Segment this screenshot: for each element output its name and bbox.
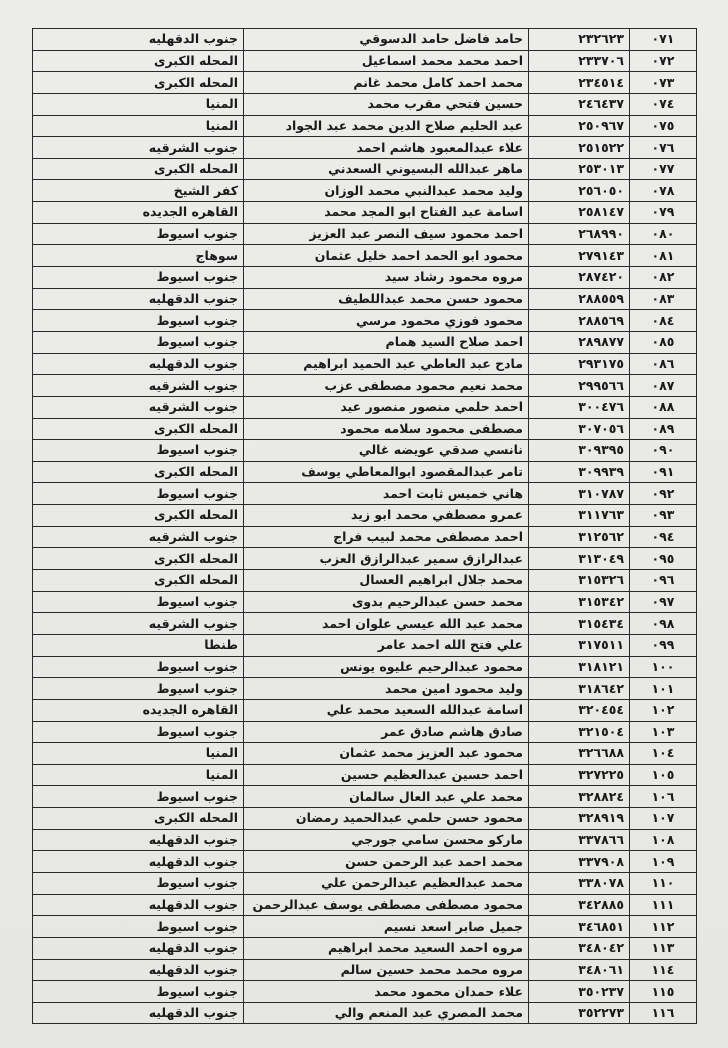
name-cell: تامر عبدالمقصود ابوالمعاطي يوسف — [244, 461, 529, 483]
code-cell: ٢٦٨٩٩٠ — [529, 223, 630, 245]
table-row — [33, 93, 697, 115]
name-cell: نانسي صدقي عويضه غالي — [244, 440, 529, 462]
name-cell: محمود مصطفى مصطفى يوسف عبدالرحمن — [244, 894, 529, 916]
row-number-cell: ٠٩٨ — [630, 613, 697, 635]
row-number-cell: ٠٨٧ — [630, 375, 697, 397]
table-row — [33, 678, 697, 700]
table-row — [33, 872, 697, 894]
code-cell: ٢٥٦٠٥٠ — [529, 180, 630, 202]
name-cell: محمد عبد الله عيسي علوان احمد — [244, 613, 529, 635]
table-row — [33, 331, 697, 353]
region-cell: المحله الكبرى — [33, 570, 244, 592]
code-cell: ٢٩٣١٧٥ — [529, 353, 630, 375]
region-cell: جنوب اسيوط — [33, 223, 244, 245]
row-number-cell: ٠٧١ — [630, 29, 697, 51]
table-row — [33, 699, 697, 721]
name-cell: محمد المصري عبد المنعم والي — [244, 1002, 529, 1024]
code-cell: ٣٣٧٨٦٦ — [529, 829, 630, 851]
row-number-cell: ٠٨٦ — [630, 353, 697, 375]
region-cell: جنوب الدقهليه — [33, 894, 244, 916]
name-cell: محمود عبدالرحيم عليوه يونس — [244, 656, 529, 678]
name-cell: محمود فوزي محمود مرسي — [244, 310, 529, 332]
code-cell: ٣٠٠٤٧٦ — [529, 396, 630, 418]
region-cell: جنوب الشرقيه — [33, 375, 244, 397]
row-number-cell: ١١٥ — [630, 981, 697, 1003]
row-number-cell: ١٠٢ — [630, 699, 697, 721]
region-cell: جنوب الدقهليه — [33, 937, 244, 959]
row-number-cell: ٠٧٥ — [630, 115, 697, 137]
code-cell: ٢٣٢٦٢٣ — [529, 29, 630, 51]
name-cell: محمد احمد كامل محمد غانم — [244, 72, 529, 94]
region-cell: جنوب اسيوط — [33, 656, 244, 678]
row-number-cell: ٠٨٢ — [630, 267, 697, 289]
code-cell: ٣١٥٣٤٢ — [529, 591, 630, 613]
name-cell: محمود حسن محمد عبداللطيف — [244, 288, 529, 310]
region-cell: جنوب الدقهليه — [33, 1002, 244, 1024]
code-cell: ٣٠٧٠٥٦ — [529, 418, 630, 440]
code-cell: ٢٨٩٨٧٧ — [529, 331, 630, 353]
region-cell: المنيا — [33, 764, 244, 786]
region-cell: جنوب الدقهليه — [33, 959, 244, 981]
code-cell: ٣١٣٠٤٩ — [529, 548, 630, 570]
row-number-cell: ١٠٧ — [630, 808, 697, 830]
region-cell: جنوب اسيوط — [33, 440, 244, 462]
table-row — [33, 526, 697, 548]
region-cell: المنيا — [33, 115, 244, 137]
region-cell: جنوب اسيوط — [33, 916, 244, 938]
code-cell: ٣١٥٤٣٤ — [529, 613, 630, 635]
code-cell: ٣١١٧٦٣ — [529, 505, 630, 527]
region-cell: جنوب اسيوط — [33, 267, 244, 289]
row-number-cell: ٠٨١ — [630, 245, 697, 267]
code-cell: ٣٣٧٩٠٨ — [529, 851, 630, 873]
region-cell: جنوب اسيوط — [33, 591, 244, 613]
name-cell: مروه احمد السعيد محمد ابراهيم — [244, 937, 529, 959]
row-number-cell: ٠٩٩ — [630, 634, 697, 656]
row-number-cell: ٠٨٠ — [630, 223, 697, 245]
roster-table-body — [33, 29, 697, 1024]
region-cell: جنوب الدقهليه — [33, 288, 244, 310]
row-number-cell: ١١٤ — [630, 959, 697, 981]
region-cell: كفر الشيخ — [33, 180, 244, 202]
name-cell: احمد حسين عبدالعظيم حسين — [244, 764, 529, 786]
row-number-cell: ٠٨٥ — [630, 331, 697, 353]
row-number-cell: ٠٩٣ — [630, 505, 697, 527]
table-row — [33, 202, 697, 224]
code-cell: ٣٤٨٠٦١ — [529, 959, 630, 981]
name-cell: مروه محمد محمد حسين سالم — [244, 959, 529, 981]
name-cell: احمد حلمي منصور منصور عيد — [244, 396, 529, 418]
code-cell: ٣١٨١٢١ — [529, 656, 630, 678]
code-cell: ٣٤٦٨٥١ — [529, 916, 630, 938]
code-cell: ٣٣٨٠٧٨ — [529, 872, 630, 894]
name-cell: عبدالرازق سمير عبدالرازق العزب — [244, 548, 529, 570]
table-row — [33, 375, 697, 397]
code-cell: ٢٩٩٥٦٦ — [529, 375, 630, 397]
table-row — [33, 851, 697, 873]
table-row — [33, 29, 697, 51]
row-number-cell: ٠٧٩ — [630, 202, 697, 224]
table-row — [33, 548, 697, 570]
region-cell: المحله الكبرى — [33, 548, 244, 570]
code-cell: ٣٢٨٨٢٤ — [529, 786, 630, 808]
code-cell: ٢٥٣٠١٣ — [529, 158, 630, 180]
row-number-cell: ١٠٩ — [630, 851, 697, 873]
row-number-cell: ٠٩١ — [630, 461, 697, 483]
table-row — [33, 483, 697, 505]
name-cell: ماركو محسن سامي جورجي — [244, 829, 529, 851]
name-cell: محمود حسن حلمي عبدالحميد رمضان — [244, 808, 529, 830]
region-cell: جنوب اسيوط — [33, 981, 244, 1003]
table-row — [33, 418, 697, 440]
code-cell: ٣٠٩٩٣٩ — [529, 461, 630, 483]
row-number-cell: ١٠٤ — [630, 743, 697, 765]
table-row — [33, 786, 697, 808]
name-cell: ماهر عبدالله البسيوني السعدني — [244, 158, 529, 180]
code-cell: ٣٢٧٢٢٥ — [529, 764, 630, 786]
region-cell: جنوب الشرقيه — [33, 526, 244, 548]
code-cell: ٣٢١٥٠٤ — [529, 721, 630, 743]
table-row — [33, 570, 697, 592]
code-cell: ٢٣٤٥١٤ — [529, 72, 630, 94]
row-number-cell: ١١٢ — [630, 916, 697, 938]
region-cell: جنوب اسيوط — [33, 721, 244, 743]
table-row — [33, 461, 697, 483]
code-cell: ٢٧٩١٤٣ — [529, 245, 630, 267]
region-cell: سوهاج — [33, 245, 244, 267]
table-row — [33, 245, 697, 267]
table-row — [33, 72, 697, 94]
table-row — [33, 764, 697, 786]
name-cell: علاء حمدان محمود محمد — [244, 981, 529, 1003]
code-cell: ٢٥٠٩٦٧ — [529, 115, 630, 137]
name-cell: وليد محمد عبدالنبي محمد الوزان — [244, 180, 529, 202]
table-row — [33, 591, 697, 613]
region-cell: جنوب الدقهليه — [33, 353, 244, 375]
row-number-cell: ٠٧٣ — [630, 72, 697, 94]
region-cell: جنوب الشرقيه — [33, 613, 244, 635]
name-cell: مصطفى محمود سلامه محمود — [244, 418, 529, 440]
region-cell: المنيا — [33, 93, 244, 115]
table-row — [33, 721, 697, 743]
name-cell: هاني خميس ثابت احمد — [244, 483, 529, 505]
region-cell: المحله الكبرى — [33, 461, 244, 483]
name-cell: اسامة عبد الفتاح ابو المجد محمد — [244, 202, 529, 224]
row-number-cell: ٠٧٨ — [630, 180, 697, 202]
name-cell: محمود ابو الحمد احمد خليل عثمان — [244, 245, 529, 267]
row-number-cell: ٠٧٦ — [630, 137, 697, 159]
row-number-cell: ١٠٨ — [630, 829, 697, 851]
table-row — [33, 396, 697, 418]
name-cell: محمد جلال ابراهيم العسال — [244, 570, 529, 592]
code-cell: ٣٤٨٠٤٢ — [529, 937, 630, 959]
row-number-cell: ٠٨٣ — [630, 288, 697, 310]
table-row — [33, 656, 697, 678]
row-number-cell: ١٠١ — [630, 678, 697, 700]
row-number-cell: ١١١ — [630, 894, 697, 916]
table-row — [33, 613, 697, 635]
code-cell: ٣١٠٧٨٧ — [529, 483, 630, 505]
region-cell: جنوب الدقهليه — [33, 851, 244, 873]
table-row — [33, 180, 697, 202]
region-cell: جنوب اسيوط — [33, 678, 244, 700]
table-row — [33, 115, 697, 137]
region-cell: المنيا — [33, 743, 244, 765]
row-number-cell: ١١٣ — [630, 937, 697, 959]
name-cell: محمد عبدالعظيم عبدالرحمن علي — [244, 872, 529, 894]
table-row — [33, 743, 697, 765]
name-cell: جميل صابر اسعد نسيم — [244, 916, 529, 938]
row-number-cell: ١٠٠ — [630, 656, 697, 678]
table-row — [33, 959, 697, 981]
table-row — [33, 829, 697, 851]
table-row — [33, 353, 697, 375]
region-cell: القاهره الجديده — [33, 699, 244, 721]
region-cell: جنوب اسيوط — [33, 786, 244, 808]
table-row — [33, 267, 697, 289]
name-cell: محمد حسن عبدالرحيم بدوى — [244, 591, 529, 613]
name-cell: محمد علي عبد العال سالمان — [244, 786, 529, 808]
region-cell: جنوب الشرقيه — [33, 137, 244, 159]
code-cell: ٣١٢٥٦٢ — [529, 526, 630, 548]
table-row — [33, 288, 697, 310]
row-number-cell: ١٠٣ — [630, 721, 697, 743]
name-cell: عبد الحليم صلاح الدين محمد عبد الجواد — [244, 115, 529, 137]
table-row — [33, 634, 697, 656]
name-cell: اسامة عبدالله السعيد محمد علي — [244, 699, 529, 721]
name-cell: احمد محمود سيف النصر عبد العزيز — [244, 223, 529, 245]
region-cell: المحله الكبرى — [33, 505, 244, 527]
code-cell: ٢٤٦٤٣٧ — [529, 93, 630, 115]
row-number-cell: ٠٩٦ — [630, 570, 697, 592]
name-cell: عمرو مصطفي محمد ابو زيد — [244, 505, 529, 527]
name-cell: صادق هاشم صادق عمر — [244, 721, 529, 743]
region-cell: جنوب الدقهليه — [33, 29, 244, 51]
row-number-cell: ٠٧٢ — [630, 50, 697, 72]
name-cell: محمد احمد عبد الرحمن حسن — [244, 851, 529, 873]
code-cell: ٣١٧٥١١ — [529, 634, 630, 656]
code-cell: ٣٢٠٤٥٤ — [529, 699, 630, 721]
row-number-cell: ٠٩٢ — [630, 483, 697, 505]
row-number-cell: ١٠٥ — [630, 764, 697, 786]
code-cell: ٣١٨٦٤٢ — [529, 678, 630, 700]
code-cell: ٢٨٨٥٥٩ — [529, 288, 630, 310]
row-number-cell: ٠٧٧ — [630, 158, 697, 180]
code-cell: ٢٨٨٥٦٩ — [529, 310, 630, 332]
name-cell: مروه محمود رشاد سيد — [244, 267, 529, 289]
name-cell: احمد صلاح السيد همام — [244, 331, 529, 353]
region-cell: المحله الكبرى — [33, 808, 244, 830]
region-cell: المحله الكبرى — [33, 72, 244, 94]
code-cell: ٢٣٣٧٠٦ — [529, 50, 630, 72]
table-row — [33, 223, 697, 245]
name-cell: علاء عبدالمعبود هاشم احمد — [244, 137, 529, 159]
table-row — [33, 158, 697, 180]
name-cell: علي فتح الله احمد عامر — [244, 634, 529, 656]
table-row — [33, 894, 697, 916]
name-cell: احمد محمد محمد اسماعيل — [244, 50, 529, 72]
name-cell: محمود عبد العزيز محمد عثمان — [244, 743, 529, 765]
table-row — [33, 1002, 697, 1024]
table-row — [33, 505, 697, 527]
region-cell: جنوب الشرقيه — [33, 396, 244, 418]
table-row — [33, 981, 697, 1003]
region-cell: المحله الكبرى — [33, 418, 244, 440]
roster-table — [32, 28, 697, 1024]
code-cell: ٣٥٠٢٣٧ — [529, 981, 630, 1003]
table-row — [33, 440, 697, 462]
code-cell: ٣٢٨٩١٩ — [529, 808, 630, 830]
name-cell: وليد محمود امين محمد — [244, 678, 529, 700]
code-cell: ٣٠٩٣٩٥ — [529, 440, 630, 462]
code-cell: ٢٨٧٤٢٠ — [529, 267, 630, 289]
table-row — [33, 937, 697, 959]
name-cell: محمد نعيم محمود مصطفى عزب — [244, 375, 529, 397]
region-cell: القاهره الجديده — [33, 202, 244, 224]
code-cell: ٣٢٦٦٨٨ — [529, 743, 630, 765]
row-number-cell: ٠٨٨ — [630, 396, 697, 418]
table-row — [33, 916, 697, 938]
code-cell: ٣١٥٣٢٦ — [529, 570, 630, 592]
name-cell: حسين فتحي مقرب محمد — [244, 93, 529, 115]
region-cell: طنطا — [33, 634, 244, 656]
region-cell: المحله الكبرى — [33, 50, 244, 72]
code-cell: ٣٥٢٢٧٣ — [529, 1002, 630, 1024]
row-number-cell: ٠٩٥ — [630, 548, 697, 570]
row-number-cell: ٠٩٤ — [630, 526, 697, 548]
row-number-cell: ١١٠ — [630, 872, 697, 894]
code-cell: ٢٥١٥٢٢ — [529, 137, 630, 159]
code-cell: ٢٥٨١٤٧ — [529, 202, 630, 224]
row-number-cell: ٠٩٧ — [630, 591, 697, 613]
name-cell: احمد مصطفى محمد لبيب فراج — [244, 526, 529, 548]
region-cell: جنوب الدقهليه — [33, 829, 244, 851]
region-cell: جنوب اسيوط — [33, 483, 244, 505]
code-cell: ٣٤٢٨٨٥ — [529, 894, 630, 916]
row-number-cell: ٠٧٤ — [630, 93, 697, 115]
table-row — [33, 310, 697, 332]
row-number-cell: ٠٨٩ — [630, 418, 697, 440]
region-cell: جنوب اسيوط — [33, 331, 244, 353]
row-number-cell: ٠٨٤ — [630, 310, 697, 332]
name-cell: مادح عبد العاطي عبد الحميد ابراهيم — [244, 353, 529, 375]
row-number-cell: ١٠٦ — [630, 786, 697, 808]
row-number-cell: ٠٩٠ — [630, 440, 697, 462]
name-cell: حامد فاضل حامد الدسوقي — [244, 29, 529, 51]
table-row — [33, 137, 697, 159]
region-cell: المحله الكبرى — [33, 158, 244, 180]
row-number-cell: ١١٦ — [630, 1002, 697, 1024]
region-cell: جنوب اسيوط — [33, 872, 244, 894]
table-row — [33, 50, 697, 72]
region-cell: جنوب اسيوط — [33, 310, 244, 332]
table-row — [33, 808, 697, 830]
